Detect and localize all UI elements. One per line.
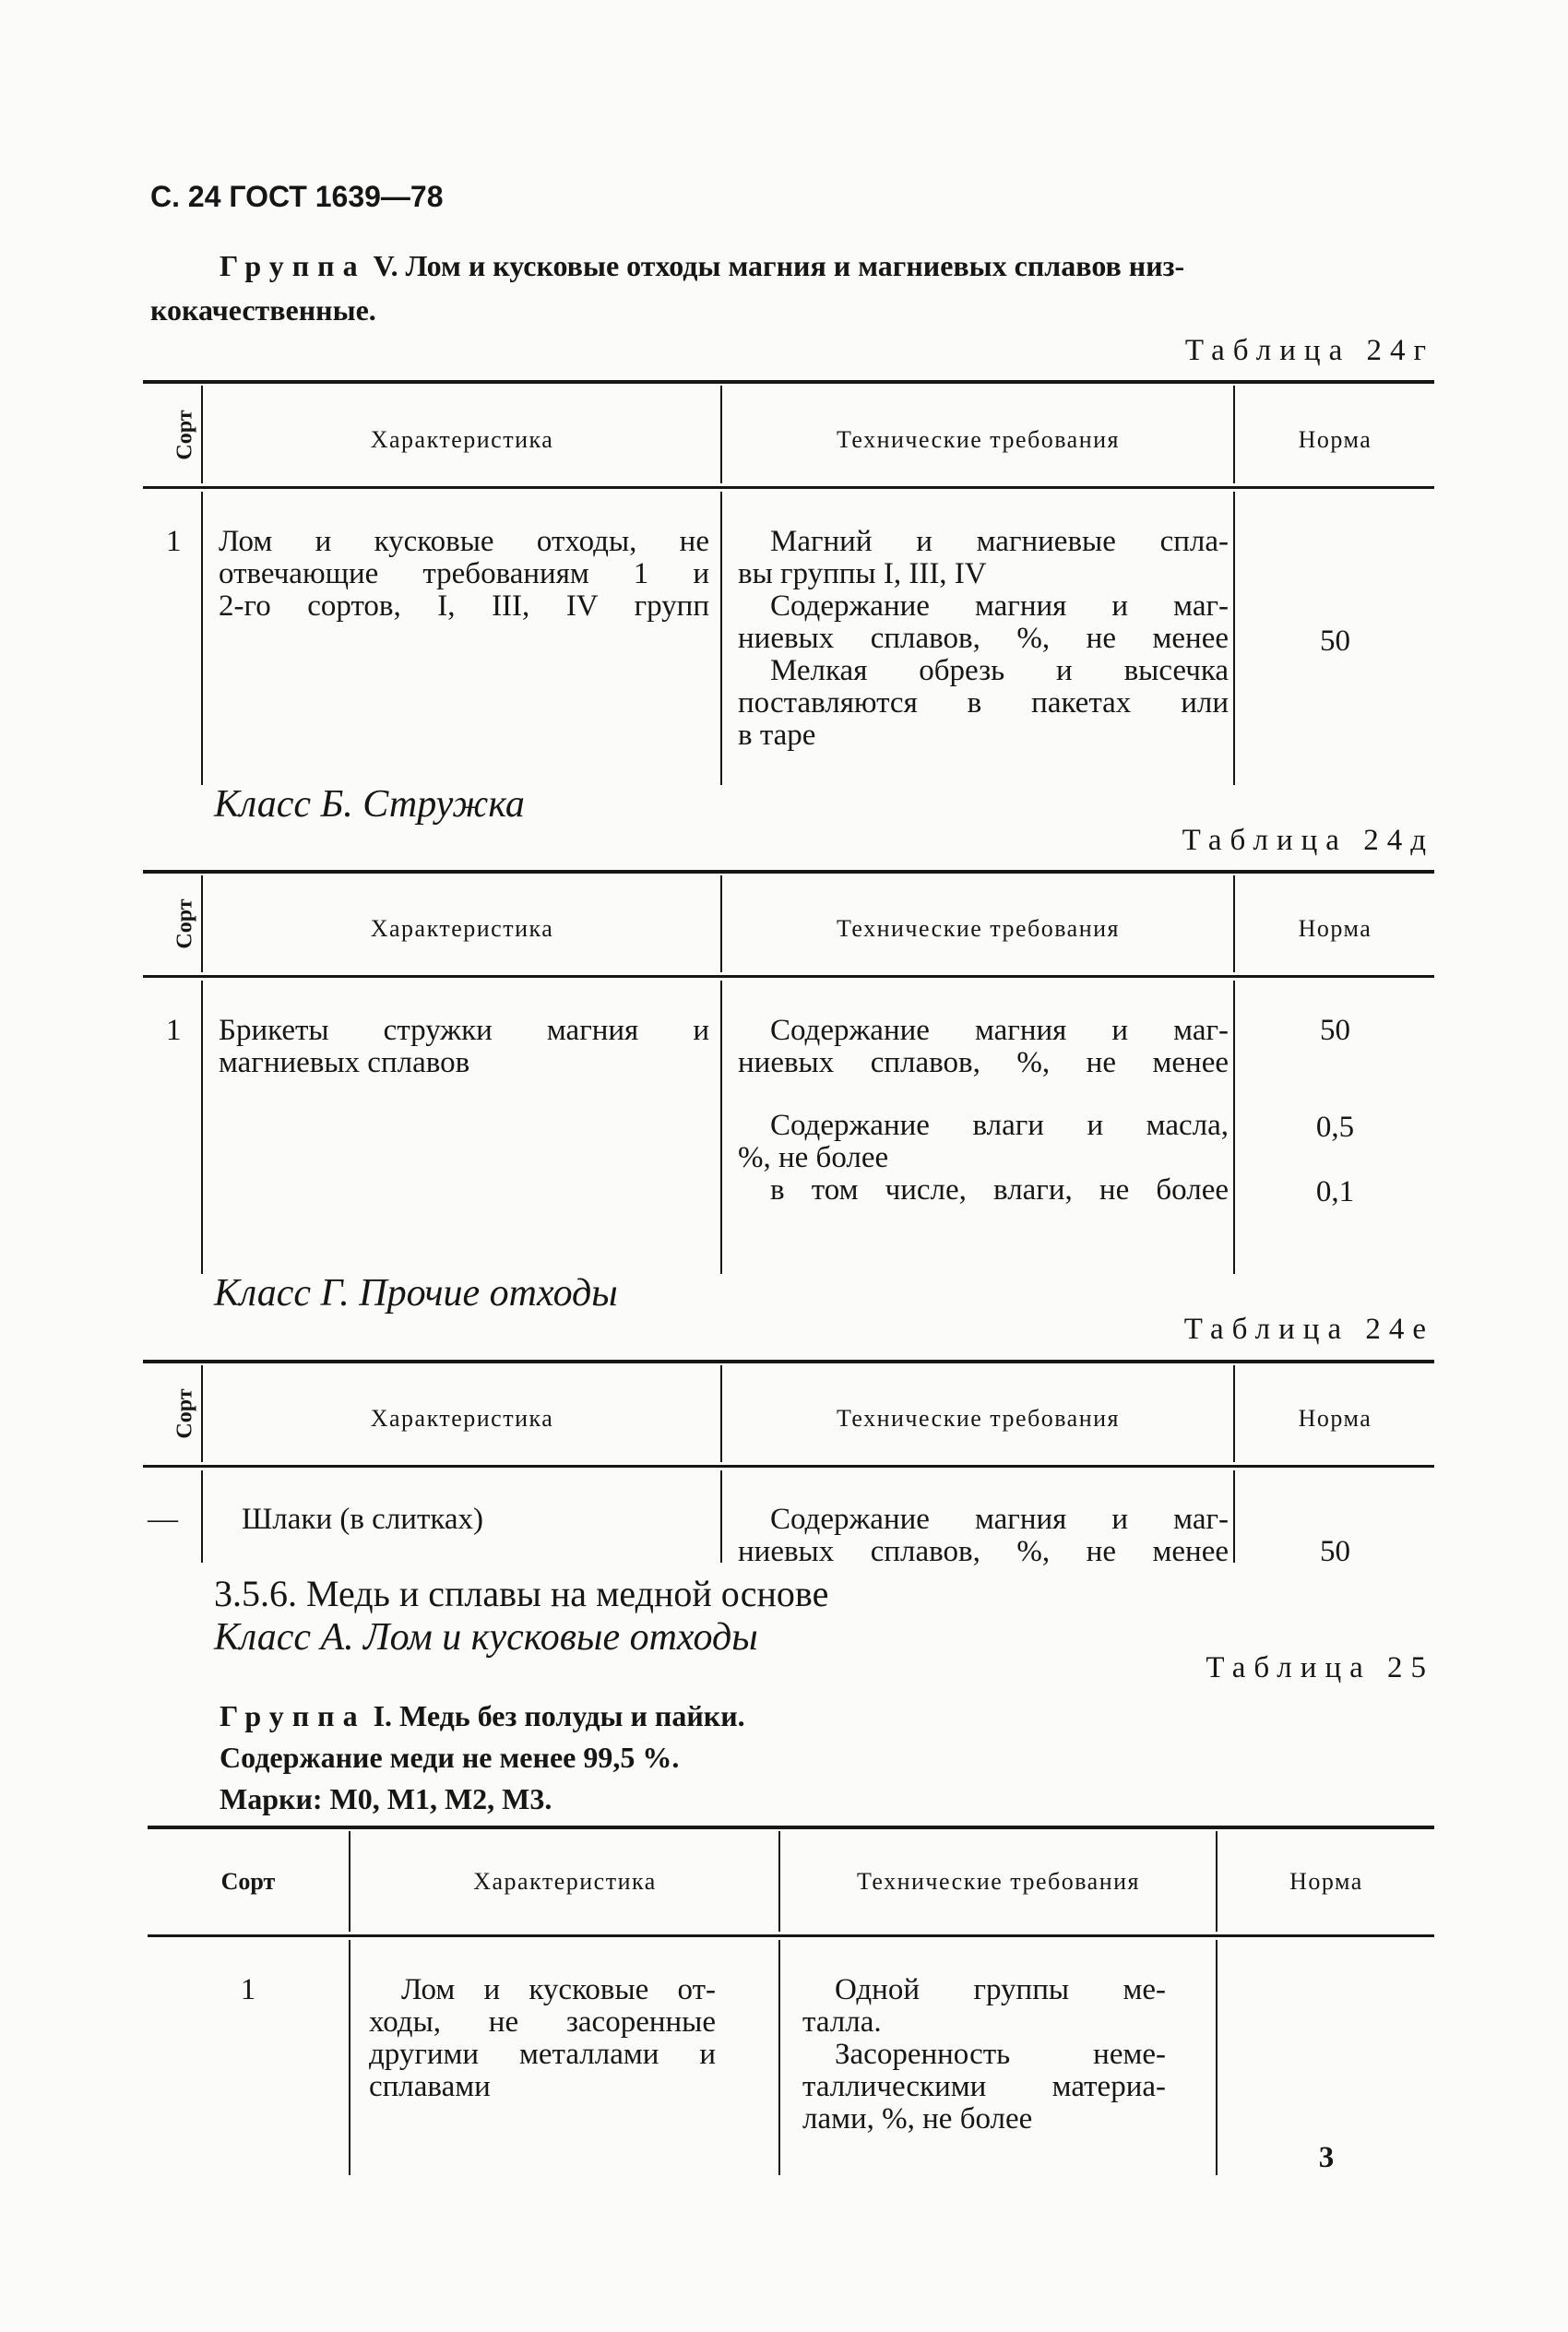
col-header-char: Характеристика [473, 1868, 657, 1895]
text-line: в том числе, влаги, не более [770, 1173, 1229, 1207]
table-24e-tech [738, 1504, 1229, 1568]
col-header-tech: Технические требования [836, 426, 1120, 453]
text-line: лами, %, не более [802, 2102, 1033, 2136]
group-prefix: Группа [220, 249, 366, 282]
col-header-norm: Норма [1298, 915, 1372, 942]
text-line: вы группы I, III, IV [738, 557, 987, 590]
text-line: Мелкая обрезь и высечка [770, 654, 1229, 687]
copper-content: Содержание меди не менее 99,5 %. [220, 1741, 680, 1774]
text-line: ниевых сплавов, %, не менее [738, 622, 1229, 655]
class-b-heading: Класс Б. Стружка [214, 783, 525, 826]
text-line: Засоренность неме- [835, 2038, 1166, 2071]
text-line: Содержание магния и маг- [770, 1014, 1229, 1047]
col-header-tech: Технические требования [836, 1405, 1120, 1432]
group-v-title [220, 249, 1432, 283]
text-line: Одной группы ме- [835, 1973, 1166, 2006]
text-line: в таре [738, 719, 816, 752]
col-header-sort: Сорт [220, 1868, 276, 1895]
text-line: Содержание магния и маг- [770, 1503, 1229, 1536]
text-line: Магний и магниевые спла- [770, 525, 1229, 558]
table-24e-char: Шлаки (в слитках) [242, 1503, 484, 1536]
text-line: магниевых сплавов [219, 1046, 470, 1079]
col-header-norm: Норма [1298, 426, 1372, 453]
table-24d-sort: 1 [166, 1014, 182, 1047]
table-24g-sort: 1 [166, 525, 182, 558]
group-v-title-line1: V. Лом и кусковые отходы магния и магниевых сплавов низ- [373, 249, 1185, 282]
table-24d-tech [738, 1015, 1229, 1207]
table-24g-norm: 50 [1320, 625, 1350, 658]
table-24d-norm-2: 0,5 [1315, 1111, 1355, 1144]
text-line: сплавами [369, 2070, 491, 2103]
group-prefix: Группа [220, 1699, 366, 1732]
group-i-title [220, 1699, 745, 1733]
text-line: другими металлами и [369, 2038, 716, 2071]
class-g-heading: Класс Г. Прочие отходы [214, 1272, 618, 1315]
table-24e-norm: 50 [1320, 1535, 1350, 1568]
col-header-char: Характеристика [370, 1405, 554, 1432]
col-header-sort: Сорт [172, 1388, 197, 1439]
section-356-text: 3.5.6. Медь и сплавы на медной основе [214, 1573, 829, 1614]
col-header-char: Характеристика [370, 426, 554, 453]
page-header: С. 24 ГОСТ 1639—78 [150, 180, 444, 213]
col-header-norm: Норма [1298, 1405, 1372, 1432]
section-356-heading [214, 1572, 828, 1615]
table-24d-char [219, 1015, 709, 1079]
text-line: ниевых сплавов, %, не менее [738, 1046, 1229, 1079]
text-line: %, не более [738, 1141, 889, 1174]
table-24d-norm-1: 50 [1320, 1014, 1350, 1047]
col-header-norm: Норма [1289, 1868, 1363, 1895]
table-25-char [369, 1974, 716, 2103]
table-24d-caption: Таблица 24д [1182, 824, 1434, 857]
table-24g-char [219, 526, 709, 623]
table-25-tech [802, 1974, 1166, 2136]
text-line: 2-го сортов, I, III, IV групп [219, 589, 709, 623]
table-25-norm: 3 [1318, 2141, 1335, 2174]
text-line: талла. [802, 2005, 882, 2039]
group-i-title-text: I. Медь без полуды и пайки. [373, 1699, 745, 1732]
table-24g-tech [738, 526, 1229, 752]
text-line: ходы, не засоренные [369, 2005, 716, 2039]
text-line: Лом и кусковые отходы, не [219, 525, 709, 558]
text-line: Содержание магния и маг- [770, 589, 1229, 623]
col-header-sort: Сорт [172, 898, 197, 949]
text-line: Лом и кусковые от- [401, 1973, 716, 2006]
table-25-sort: 1 [240, 1973, 256, 2006]
text-line: поставляются в пакетах или [738, 686, 1229, 720]
group-v-title-line2: кокачественные. [150, 293, 376, 327]
text-line: Брикеты стружки магния и [219, 1014, 709, 1047]
text-line: отвечающие требованиям 1 и [219, 557, 709, 590]
col-header-sort: Сорт [172, 410, 197, 460]
table-24g-caption: Таблица 24г [1184, 334, 1434, 367]
table-24d-norm-3: 0,1 [1315, 1175, 1355, 1208]
table-24e-caption: Таблица 24е [1183, 1313, 1434, 1346]
grades: Марки: М0, М1, М2, М3. [220, 1782, 552, 1815]
table-24e-sort: — [148, 1503, 178, 1536]
col-header-char: Характеристика [370, 915, 554, 942]
col-header-tech: Технические требования [836, 915, 1120, 942]
text-line: Содержание влаги и масла, [770, 1109, 1229, 1142]
class-a-heading: Класс А. Лом и кусковые отходы [214, 1616, 758, 1659]
table-25-caption: Таблица 25 [1206, 1651, 1434, 1684]
text-line: таллическими материа- [802, 2070, 1166, 2103]
col-header-tech: Технические требования [856, 1868, 1140, 1895]
text-line: ниевых сплавов, %, не менее [738, 1535, 1229, 1568]
